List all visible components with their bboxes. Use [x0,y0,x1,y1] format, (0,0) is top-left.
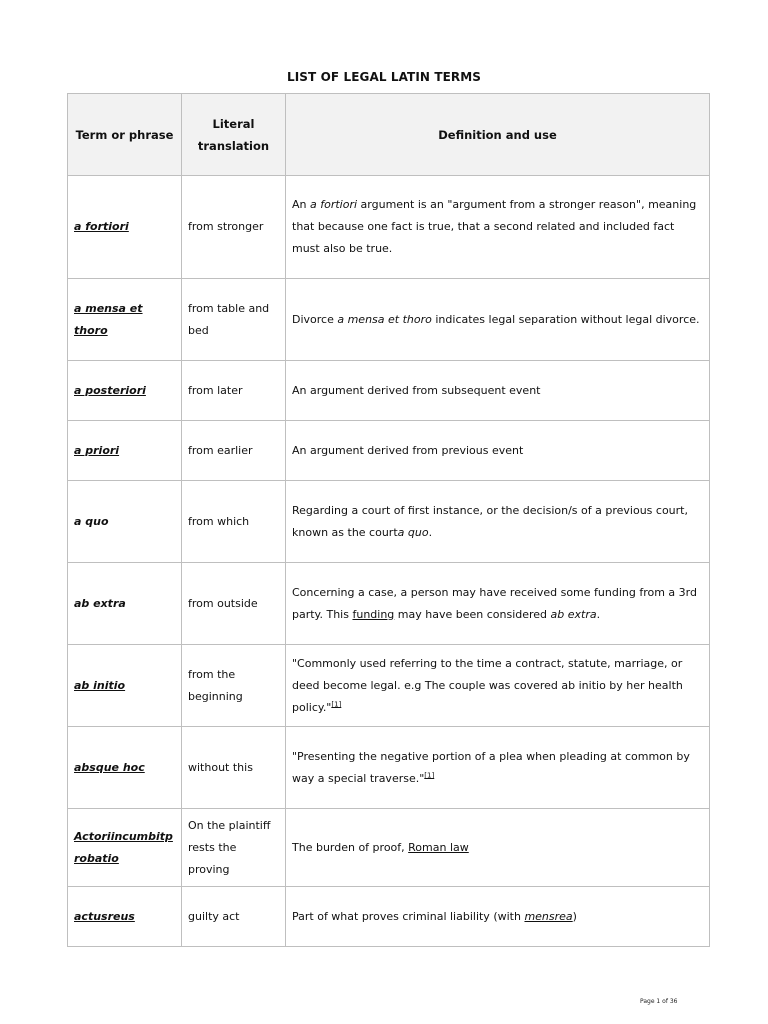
table-row [68,563,710,645]
footnote-ref-link[interactable]: [1] [331,699,342,708]
header-term: Term or phrase [68,94,182,176]
literal-cell: guilty act [182,887,286,947]
table-row [68,645,710,727]
definition-cell: Part of what proves criminal liability (with mensrea) [286,887,710,947]
definition-cell: The burden of proof, Roman law [286,809,710,887]
table-row [68,809,710,887]
literal-cell: from table and bed [182,279,286,361]
term-link[interactable]: ab initio [74,678,126,692]
literal-cell: from which [182,481,286,563]
definition-cell: "Presenting the negative portion of a plea when pleading at common by way a special traverse."[1] [286,727,710,809]
term-link[interactable]: a mensa et thoro [74,301,143,337]
literal-cell: from stronger [182,176,286,279]
definition-cell: Divorce a mensa et thoro indicates legal separation without legal divorce. [286,279,710,361]
header-definition: Definition and use [286,94,710,176]
table-row [68,176,710,279]
table-row [68,421,710,481]
footnote-ref-link[interactable]: [1] [424,770,435,779]
definition-cell: Regarding a court of first instance, or the decision/s of a previous court, known as the courta quo. [286,481,710,563]
page-title: LIST OF LEGAL LATIN TERMS [286,70,482,84]
literal-cell: On the plaintiff rests the proving [182,809,286,887]
term-link[interactable]: actusreus [74,909,135,923]
literal-cell: from earlier [182,421,286,481]
definition-cell: An argument derived from previous event [286,421,710,481]
roman-law-link[interactable]: Roman law [408,840,469,854]
definition-cell: An a fortiori argument is an "argument from a stronger reason", meaning that because one fact is true, that a second related and included fact must also be true. [286,176,710,279]
latin-terms-table [67,93,710,947]
table-row [68,361,710,421]
term-link[interactable]: a fortiori [74,220,129,233]
funding-link[interactable]: funding [352,607,395,621]
definition-cell: "Commonly used referring to the time a contract, statute, marriage, or deed become legal. e.g The couple was covered ab initio by her health policy."[1] [286,645,710,727]
definition-cell: Concerning a case, a person may have received some funding from a 3rd party. This funding may have been considered ab extra. [286,563,710,645]
term-label: ab extra [74,596,126,610]
literal-cell: without this [182,727,286,809]
table-row [68,279,710,361]
page-number: Page 1 of 36 [640,998,678,1005]
table-row [68,727,710,809]
term-link[interactable]: Actoriincumbitprobatio [74,829,173,865]
literal-cell: from the beginning [182,645,286,727]
term-link[interactable]: absque hoc [74,760,145,774]
term-link[interactable]: a posteriori [74,383,146,397]
table-row [68,887,710,947]
definition-cell: An argument derived from subsequent event [286,361,710,421]
literal-cell: from later [182,361,286,421]
term-label: a quo [74,514,109,528]
term-link[interactable]: a priori [74,443,120,457]
mensrea-link[interactable]: mensrea [524,909,573,923]
table-header-row [68,94,710,176]
header-literal: Literal translation [182,94,286,176]
literal-cell: from outside [182,563,286,645]
table-row [68,481,710,563]
